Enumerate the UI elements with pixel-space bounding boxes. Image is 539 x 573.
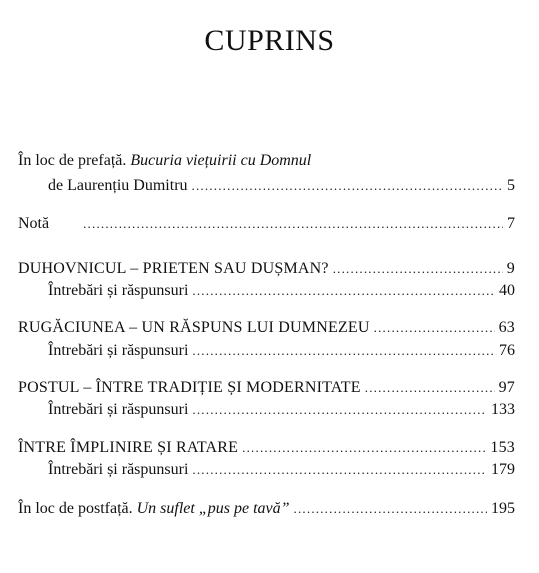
toc-entry-subsection[interactable]	[48, 341, 515, 361]
toc-entry-subsection[interactable]	[48, 400, 515, 420]
dot-leader	[192, 341, 495, 361]
toc-entry-text: Întrebări și răspunsuri	[48, 282, 189, 299]
toc-entry-chapter-rugaciunea[interactable]	[18, 318, 515, 338]
toc-entry-postface-prefix: În loc de postfață.	[18, 500, 137, 517]
dot-leader	[83, 214, 503, 234]
toc-entry-preface-prefix: În loc de prefață.	[18, 152, 131, 169]
dot-leader	[192, 460, 487, 480]
toc-page-number: 179	[491, 461, 515, 478]
toc-entry-text	[18, 499, 290, 519]
toc-page-number: 40	[499, 282, 515, 299]
toc-entry-chapter-duhovnicul[interactable]	[18, 259, 515, 279]
toc-page-number: 153	[490, 439, 515, 456]
toc-page-number: 7	[507, 215, 515, 232]
toc-entry-subsection[interactable]	[48, 460, 515, 480]
toc-entry-text: ÎNTRE ÎMPLINIRE ȘI RATARE	[18, 439, 239, 456]
toc-page-number: 5	[507, 177, 515, 194]
toc-entry-postface[interactable]	[18, 499, 515, 519]
toc-entry-text: Întrebări și răspunsuri	[48, 461, 189, 478]
toc-entry-preface[interactable]	[48, 176, 515, 196]
dot-leader	[365, 378, 495, 398]
dot-leader	[374, 318, 495, 338]
toc-entry-chapter-intre-implinire[interactable]	[18, 438, 515, 458]
toc-page-number: 97	[498, 379, 515, 396]
toc-entry-preface-line1	[18, 151, 311, 171]
toc-page-number: 63	[498, 319, 515, 336]
toc-page-number: 9	[506, 260, 515, 277]
dot-leader	[192, 281, 495, 301]
toc-page-number: 195	[491, 500, 515, 517]
toc-entry-text: RUGĂCIUNEA – UN RĂSPUNS LUI DUMNEZEU	[18, 319, 370, 336]
page-title: CUPRINS	[204, 24, 335, 57]
toc-entry-postface-italic: Un suflet „pus pe tavă”	[136, 500, 290, 517]
dot-leader	[294, 499, 487, 519]
toc-entry-preface-italic: Bucuria viețuirii cu Domnul	[130, 152, 312, 169]
toc-entry-text: Notă	[18, 215, 50, 232]
dot-leader	[192, 400, 487, 420]
toc-entry-nota[interactable]	[18, 214, 515, 234]
dot-leader	[333, 259, 503, 279]
toc-entry-text: Întrebări și răspunsuri	[48, 401, 189, 418]
toc-entry-text: POSTUL – ÎNTRE TRADIȚIE ȘI MODERNITATE	[18, 379, 361, 396]
toc-entry-chapter-postul[interactable]	[18, 378, 515, 398]
toc-entry-subsection[interactable]	[48, 281, 515, 301]
toc-entry-text: Întrebări și răspunsuri	[48, 342, 189, 359]
toc-entry-text: DUHOVNICUL – PRIETEN SAU DUȘMAN?	[18, 260, 329, 277]
dot-leader	[192, 176, 503, 196]
dot-leader	[242, 438, 486, 458]
toc-entry-text: de Laurențiu Dumitru	[48, 177, 188, 194]
toc-page-number: 76	[499, 342, 515, 359]
toc-page-number: 133	[491, 401, 515, 418]
